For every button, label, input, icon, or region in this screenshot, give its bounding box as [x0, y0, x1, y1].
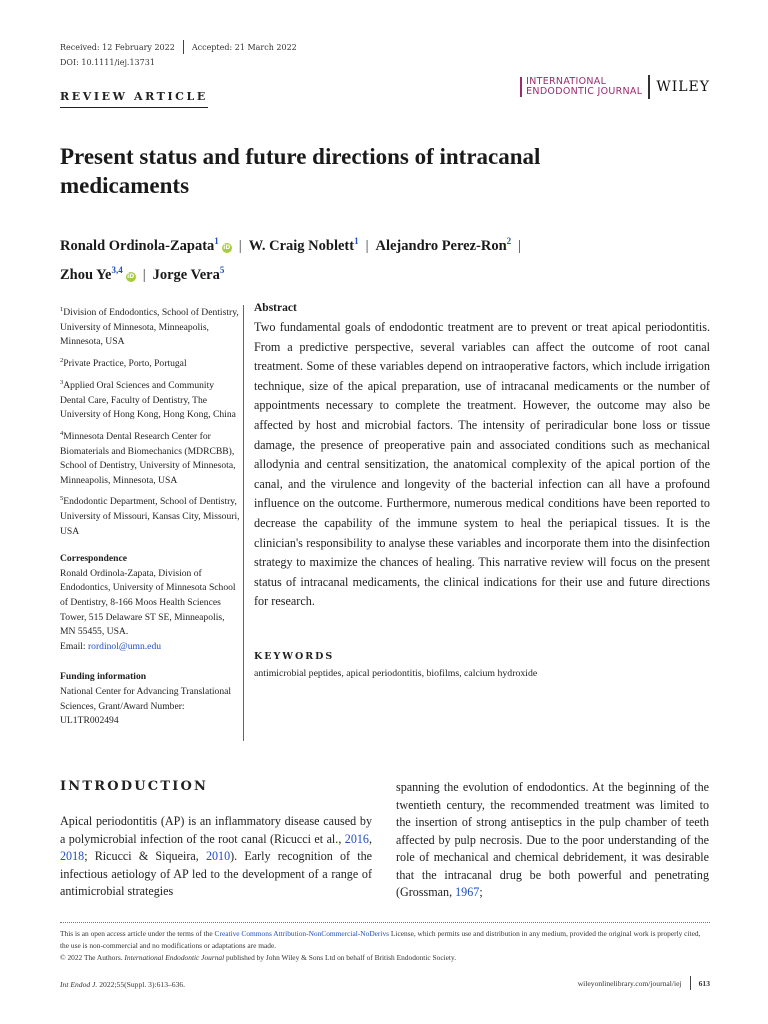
affiliation-number: 1	[60, 306, 64, 313]
author-name: W. Craig Noblett	[248, 238, 355, 254]
author-separator: |	[238, 238, 242, 254]
logo-divider	[648, 75, 650, 99]
accepted-date: Accepted: 21 March 2022	[191, 42, 297, 52]
license-pre: This is an open access article under the terms of the	[60, 929, 215, 938]
correspondence-text: Ronald Ordinola-Zapata, Division of Endodontics, University of Minnesota School of Dentistry, 8-166 Moos Health Sciences Tower, 515 Delaware ST SE, Minneapolis, MN 55455, USA.	[60, 567, 236, 638]
keywords-text: antimicrobial peptides, apical periodontitis, biofilms, calcium hydroxide	[254, 668, 538, 679]
article-type: REVIEW ARTICLE	[60, 90, 208, 108]
doi[interactable]: DOI: 10.1111/iej.13731	[60, 58, 155, 67]
license-link[interactable]: Creative Commons Attribution-NonCommercial-NoDerivs	[214, 929, 390, 938]
correspondence-email-line	[60, 640, 240, 655]
section-heading-introduction: INTRODUCTION	[60, 779, 209, 794]
body-text: spanning the evolution of endodontics. At the beginning of the twentieth century, the recommended treatment was limited to the insertion of strong antiseptics in the pulp chamber of teeth affected by pulp necrosis. Due to the poor understanding of the role of mechanical and chemical debridement, it was desirable that the intracanal drug be both powerful and penetrating (Grossman,	[396, 780, 709, 899]
correspondence-heading: Correspondence	[60, 553, 127, 565]
affiliation-number: 2	[60, 356, 64, 364]
article-title: Present status and future directions of intracanal medicaments	[60, 144, 541, 198]
journal-name-line1: INTERNATIONAL	[526, 76, 607, 88]
copyright-journal: International Endodontic Journal	[124, 953, 225, 962]
citation-link[interactable]: 2018	[60, 849, 85, 863]
author-separator: |	[365, 238, 369, 254]
received-date: Received: 12 February 2022	[60, 42, 175, 52]
copyright-post: published by John Wiley & Sons Ltd on behalf of British Endodontic Society.	[224, 953, 457, 962]
license-post: License, which permits use and distribution in any medium, provided the original work is properly cited, the use is non-commercial and no modifications or adaptations are made.	[60, 929, 701, 950]
author-affiliation-sup[interactable]: 5	[219, 265, 225, 275]
affiliation-text: Private Practice, Porto, Portugal	[63, 358, 187, 370]
footer-citation	[60, 980, 185, 989]
affiliation	[60, 354, 240, 372]
author-name: Zhou Ye	[60, 267, 112, 283]
body-text: ;	[479, 885, 483, 899]
funding-text: National Center for Advancing Translational Sciences, Grant/Award Number: UL1TR002494	[60, 686, 232, 727]
author-affiliation-sup[interactable]: 1	[214, 236, 219, 246]
citation-link[interactable]: 2016	[344, 831, 369, 846]
abstract	[254, 302, 710, 612]
citation-link[interactable]: 1967	[455, 885, 480, 899]
license-notice	[60, 928, 710, 964]
keywords-heading: KEYWORDS	[254, 651, 335, 662]
orcid-icon[interactable]: iD	[127, 273, 135, 280]
affiliation-text: Minnesota Dental Research Center for Biomaterials and Biomechanics (MDRCBB), School of Dentistry, University of Minnesota, Minneapolis, Minnesota, USA	[60, 430, 236, 486]
footer-citation-detail: 2022;55(Suppl. 3):613–636.	[97, 980, 186, 989]
affiliation	[60, 303, 240, 350]
journal-logo	[520, 75, 710, 99]
body-text: ). Early recognition of the infectious aetiology of AP led to the development of a range of antimicrobial strategies	[60, 849, 373, 898]
author-affiliation-sup[interactable]: 2	[506, 236, 512, 246]
journal-name-line2: ENDODONTIC JOURNAL	[526, 86, 643, 97]
column-divider	[243, 305, 244, 741]
author-separator: |	[518, 238, 522, 254]
citation-link[interactable]: 2010	[205, 849, 231, 863]
body-text: ,	[368, 831, 372, 846]
date-divider	[183, 40, 184, 54]
affiliation-text: Applied Oral Sciences and Community Dental Care, Faculty of Dentistry, The University of Hong Kong, Hong Kong, China	[60, 379, 236, 421]
footer-journal-abbrev: Int Endod J.	[60, 980, 98, 989]
author-name: Alejandro Perez-Ron	[375, 238, 507, 254]
publisher-logo: WILEY	[656, 79, 710, 95]
affiliation-number: 3	[60, 378, 64, 386]
author-list	[60, 229, 680, 287]
affiliation-text: Division of Endodontics, School of Dentistry, University of Minnesota, Minneapolis, Minnesota, USA	[60, 307, 239, 348]
email-label: Email:	[60, 640, 86, 652]
copyright-pre: © 2022 The Authors.	[60, 953, 125, 962]
author-name: Ronald Ordinola-Zapata	[60, 238, 215, 254]
footer-right	[578, 976, 710, 990]
author-name: Jorge Vera	[152, 267, 220, 283]
affiliation	[60, 427, 240, 489]
affiliation-text: Endodontic Department, School of Dentistry, University of Missouri, Kansas City, Missouri, USA	[60, 496, 240, 537]
affiliation-number: 4	[60, 429, 64, 437]
abstract-text: Two fundamental goals of endodontic treatment are to prevent or treat apical periodontitis. From a predictive perspective, several variables can affect the outcome of root canal treatment. Some of these variables depend on intraoperative factors, which include irrigation technique, size of the apical preparation, use of intracanal medicaments or the number of appointments necessary to complete the treatment. However, the outcome may also be affected by host and microbial factors. The intensity of periradicular bone loss or tissue damage, the presence of preoperative pain and associated conditions such as mechanical allodynia and central sensitization, the anatomical complexity of the apical portion of the canal, and the virulence and longevity of the bacterial infection can all have a profound influence on the outcome. Furthermore, numerous medical conditions have been reported to decrease the capability of the immune system to heal the periapical tissues. It is the clinician's responsibility to analyse these variables and incorporate them into the disinfection strategy to maximize the chances of healing. This narrative review will focus on the present status of intracanal medicaments, the clinical indications for their use and future directions for research.	[254, 320, 710, 609]
affiliation-number: 5	[60, 495, 64, 503]
body-text: ; Ricucci & Siqueira,	[84, 849, 206, 863]
body-column-left	[60, 813, 372, 901]
body-text: Apical periodontitis (AP) is an inflammatory disease caused by a polymicrobial infection of the root canal (Ricucci et al.,	[60, 814, 372, 846]
orcid-icon[interactable]: iD	[223, 244, 231, 251]
footer-url[interactable]: wileyonlinelibrary.com/journal/iej	[577, 978, 682, 988]
author-separator: |	[142, 267, 146, 283]
footer-divider	[690, 976, 691, 990]
license-text	[60, 928, 710, 952]
affiliation	[60, 492, 240, 539]
abstract-heading: Abstract	[254, 302, 297, 314]
dates-line	[60, 40, 297, 54]
sidebar-info	[60, 303, 240, 729]
author-affiliation-sup[interactable]: 3,4	[111, 265, 123, 275]
page-number: 613	[698, 978, 710, 988]
email-link[interactable]: rordinol@umn.edu	[87, 640, 162, 652]
body-column-right	[396, 779, 709, 902]
copyright-text	[60, 952, 710, 964]
funding-heading: Funding information	[60, 671, 147, 683]
license-divider	[60, 922, 710, 923]
affiliation	[60, 376, 240, 423]
journal-name	[520, 77, 642, 97]
author-affiliation-sup[interactable]: 1	[354, 236, 359, 246]
